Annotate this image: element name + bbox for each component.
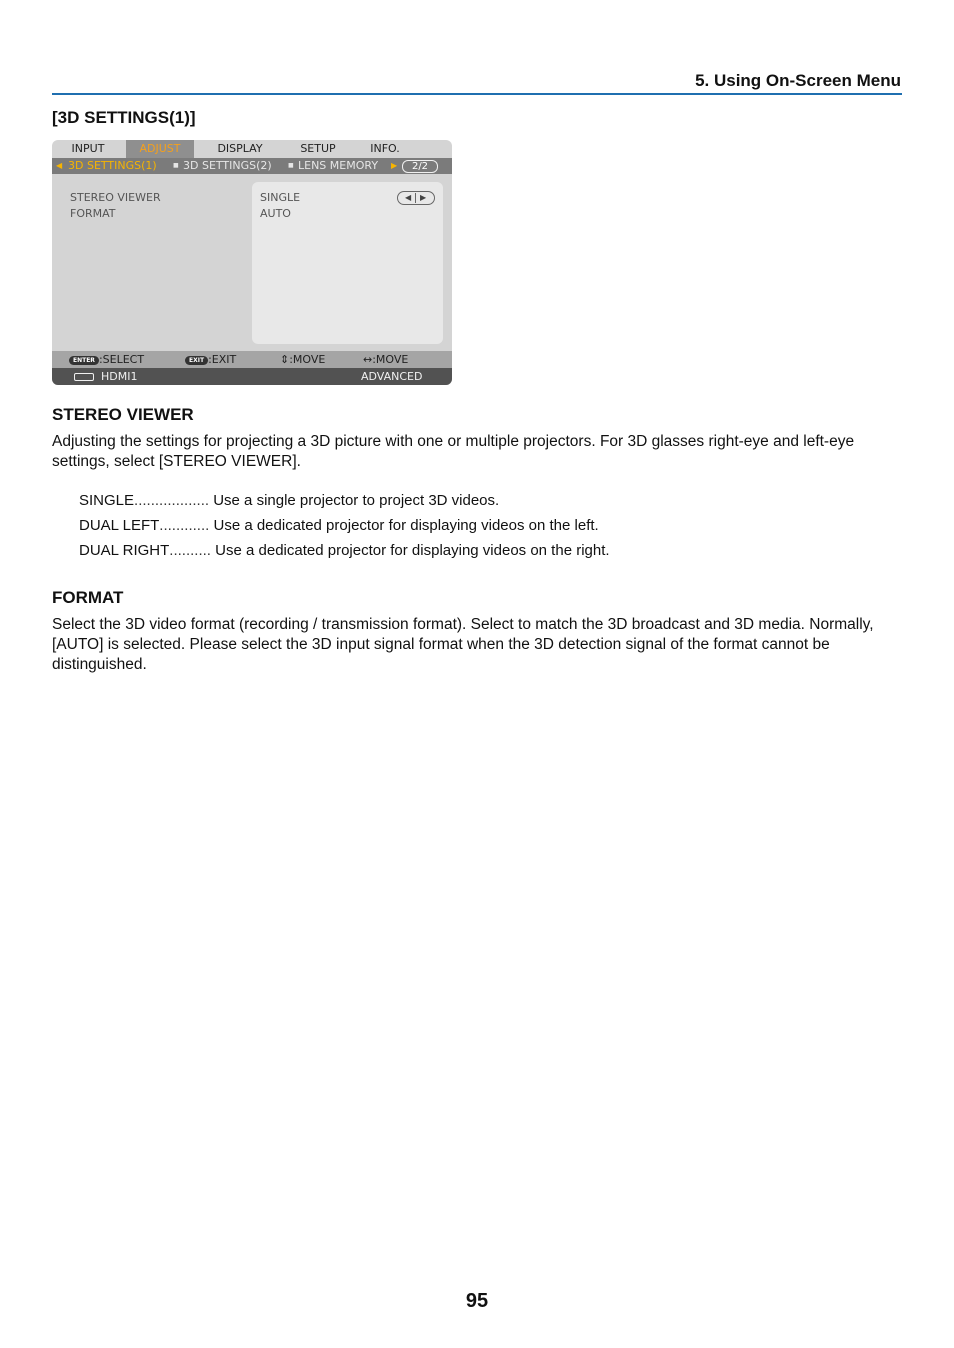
tab-setup[interactable]: SETUP	[300, 142, 336, 155]
option-leader-dots: ..........	[169, 542, 211, 559]
help-exit	[185, 351, 236, 368]
breadcrumb-item-lens-memory[interactable]: LENS MEMORY	[298, 159, 379, 172]
osd-tab-bar	[52, 140, 452, 158]
enter-key-icon: ENTER	[69, 356, 99, 365]
option-row-single	[79, 491, 499, 511]
option-description: Use a single projector to project 3D videos.	[213, 492, 500, 509]
tab-adjust[interactable]: ADJUST	[126, 140, 194, 158]
hdmi-icon	[74, 373, 94, 381]
breadcrumb-separator-icon: ■	[173, 162, 179, 169]
option-leader-dots: ..................	[134, 492, 210, 509]
format-description: Select the 3D video format (recording / transmission format). Select to match the 3D broadcast and 3D media. Normally, [AUTO] is selected. Please select the 3D input signal format when the 3D detection signal of the format cannot be distinguished.	[52, 616, 874, 673]
option-description: Use a dedicated projector for displaying videos on the right.	[215, 542, 610, 559]
status-mode: ADVANCED	[361, 370, 423, 383]
exit-key-icon: EXIT	[185, 356, 208, 365]
help-vertical-move: ⇕:MOVE	[280, 353, 326, 366]
chapter-title: 5. Using On-Screen Menu	[695, 71, 901, 90]
option-name: DUAL LEFT	[79, 517, 160, 534]
option-name: DUAL RIGHT	[79, 542, 170, 559]
osd-value-format[interactable]: AUTO	[260, 207, 291, 220]
tab-input[interactable]: INPUT	[71, 142, 105, 155]
stereo-viewer-heading: STEREO VIEWER	[52, 405, 194, 424]
header-rule	[52, 93, 902, 95]
option-row-dual-right	[79, 541, 610, 561]
value-left-arrow-icon[interactable]: ◀	[405, 193, 412, 202]
osd-help-bar	[52, 351, 452, 368]
status-source: HDMI1	[101, 370, 138, 383]
osd-menu-screenshot	[52, 140, 452, 385]
tab-info[interactable]: INFO.	[370, 142, 400, 155]
help-horizontal-move: ↔:MOVE	[363, 353, 409, 366]
format-heading: FORMAT	[52, 588, 124, 607]
osd-item-stereo-viewer[interactable]: STEREO VIEWER	[70, 191, 161, 204]
breadcrumb-left-arrow-icon[interactable]: ◀	[56, 161, 63, 170]
osd-status-bar	[52, 368, 452, 385]
osd-value-panel	[252, 182, 443, 344]
breadcrumb-right-arrow-icon[interactable]: ▶	[391, 161, 398, 170]
option-name: SINGLE	[79, 492, 135, 509]
page-indicator-badge: 2/2	[402, 160, 438, 173]
help-select	[69, 351, 144, 368]
value-right-arrow-icon[interactable]: ▶	[420, 193, 427, 202]
page-number: 95	[465, 1290, 489, 1312]
arrows-divider	[415, 193, 416, 203]
tab-display[interactable]: DISPLAY	[217, 142, 263, 155]
page-title: [3D SETTINGS(1)]	[52, 108, 196, 127]
option-row-dual-left	[79, 516, 599, 536]
breadcrumb-separator-icon: ■	[288, 162, 294, 169]
help-exit-label: :EXIT	[208, 353, 237, 366]
option-leader-dots: ............	[159, 517, 210, 534]
value-adjust-arrows[interactable]	[397, 191, 435, 205]
help-select-label: :SELECT	[98, 353, 145, 366]
osd-value-stereo-viewer[interactable]: SINGLE	[260, 191, 301, 204]
stereo-viewer-description: Adjusting the settings for projecting a 3D picture with one or multiple projectors. For 3D glasses right-eye and left-eye settings, select [STEREO VIEWER].	[52, 433, 855, 470]
osd-item-format[interactable]: FORMAT	[70, 207, 116, 220]
breadcrumb-item-3d-settings-2[interactable]: 3D SETTINGS(2)	[183, 159, 272, 172]
breadcrumb-current[interactable]: 3D SETTINGS(1)	[68, 159, 157, 172]
osd-breadcrumb	[52, 158, 452, 174]
option-description: Use a dedicated projector for displaying videos on the left.	[213, 517, 599, 534]
